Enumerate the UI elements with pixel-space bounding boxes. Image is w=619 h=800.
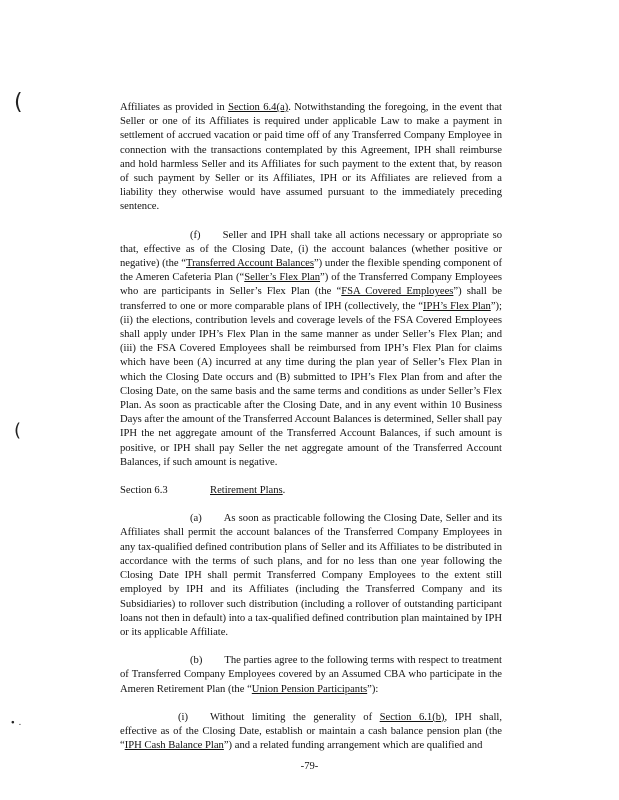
clause-label: (i) [178, 711, 188, 723]
section-reference: Section 6.4(a) [228, 102, 289, 113]
clause-label: (a) [190, 513, 202, 525]
defined-term: FSA Covered Employees [341, 286, 454, 298]
margin-bracket-mark: ( [14, 90, 23, 115]
defined-term: IPH’s Flex Plan [423, 300, 491, 312]
document-body [120, 101, 502, 753]
margin-scan-mark: ∙ . [10, 718, 22, 728]
defined-term: Union Pension Participants [251, 683, 368, 695]
section-title: Retirement Plans [210, 485, 283, 497]
margin-bracket-mark: ( [14, 420, 22, 441]
clause-label: (b) [190, 655, 203, 667]
section-reference: Section 6.1(b) [379, 711, 445, 723]
paragraph-affiliates-continued: Affiliates as provided in Section 6.4(a). Notwithstanding the foregoing, in the event that Seller or one of its Affiliates is required under applicable Law to make a payment in settlement of accrued vacation or paid time off of any Transferred Company Employee in connection with the transactions contemplated by this Agreement, IPH shall reimburse and hold harmless Seller and its Affiliates for such payment to the extent that, by reason of such payment by Seller or its Affiliates, IPH or its Affiliates are relieved from a liability they otherwise would have assumed pursuant to the immediately preceding sentence. [120, 102, 502, 213]
paragraph-a-rollover: (a) As soon as practicable following the Closing Date, Seller and its Affiliates shall permit the account balances of the Transferred Company Employees in any tax-qualified defined contribution plans of Seller and its Affiliates to be distributed in accordance with the terms of such plans, and for no less than one year following the Closing Date IPH shall permit Transferred Company Employees to the extent still employed by IPH and its Affiliates (including the Transferred Company and its Subsidiaries) to rollover such distribution (including a rollover of outstanding participant loans not then in default) into a tax-qualified defined contribution plan maintained by IPH or its applicable Affiliate. [120, 513, 502, 638]
paragraph-b-union-pension: (b) The parties agree to the following terms with respect to treatment of Transferred Company Employees covered by an Assumed CBA who participate in the Ameren Retirement Plan (the “Union Pension Participants”): [120, 655, 502, 695]
defined-term: IPH Cash Balance Plan [124, 740, 224, 752]
paragraph-f-flex-plan: (f) Seller and IPH shall take all actions necessary or appropriate so that, effective as of the Closing Date, (i) the account balances (whether positive or negative) (the “Transferred Account Balances”) under the flexible spending component of the Ameren Cafeteria Plan (“Seller’s Flex Plan”) of the Transferred Company Employees who are participants in Seller’s Flex Plan (the “FSA Covered Employees”) shall be transferred to one or more comparable plans of IPH (collectively, the “IPH’s Flex Plan”); (ii) the elections, contribution levels and coverage levels of the FSA Covered Employees shall apply under IPH’s Flex Plan in the same manner as under Seller’s Flex Plan; and (iii) the FSA Covered Employees shall be reimbursed from IPH’s Flex Plan for claims which have been (A) incurred at any time during the plan year of Seller’s Flex Plan in which the Closing Date occurs and (B) submitted to IPH’s Flex Plan from and after the Closing Date, on the same basis and the same terms and conditions as under Seller’s Flex Plan. As soon as practicable after the Closing Date, and in any event within 10 Business Days after the amount of the Transferred Account Balances is determined, Seller shall pay IPH the net aggregate amount of the Transferred Account Balances, if such amount is positive, or IPH shall pay Seller the net aggregate amount of the Transferred Account Balances, if such amount is negative. [120, 229, 502, 468]
section-number: Section 6.3 [120, 485, 168, 497]
section-heading: Section 6.3 Retirement Plans. [120, 484, 502, 498]
page-number: -79- [300, 761, 319, 772]
paragraph-i-cash-balance: (i) Without limiting the generality of Section 6.1(b), IPH shall, effective as of the Closing Date, establish or maintain a cash balance pension plan (the “IPH Cash Balance Plan”) and a related funding arrangement which are qualified and [120, 711, 502, 752]
defined-term: Seller’s Flex Plan [244, 272, 321, 284]
clause-label: (f) [190, 229, 201, 241]
defined-term: Transferred Account Balances [186, 258, 314, 270]
